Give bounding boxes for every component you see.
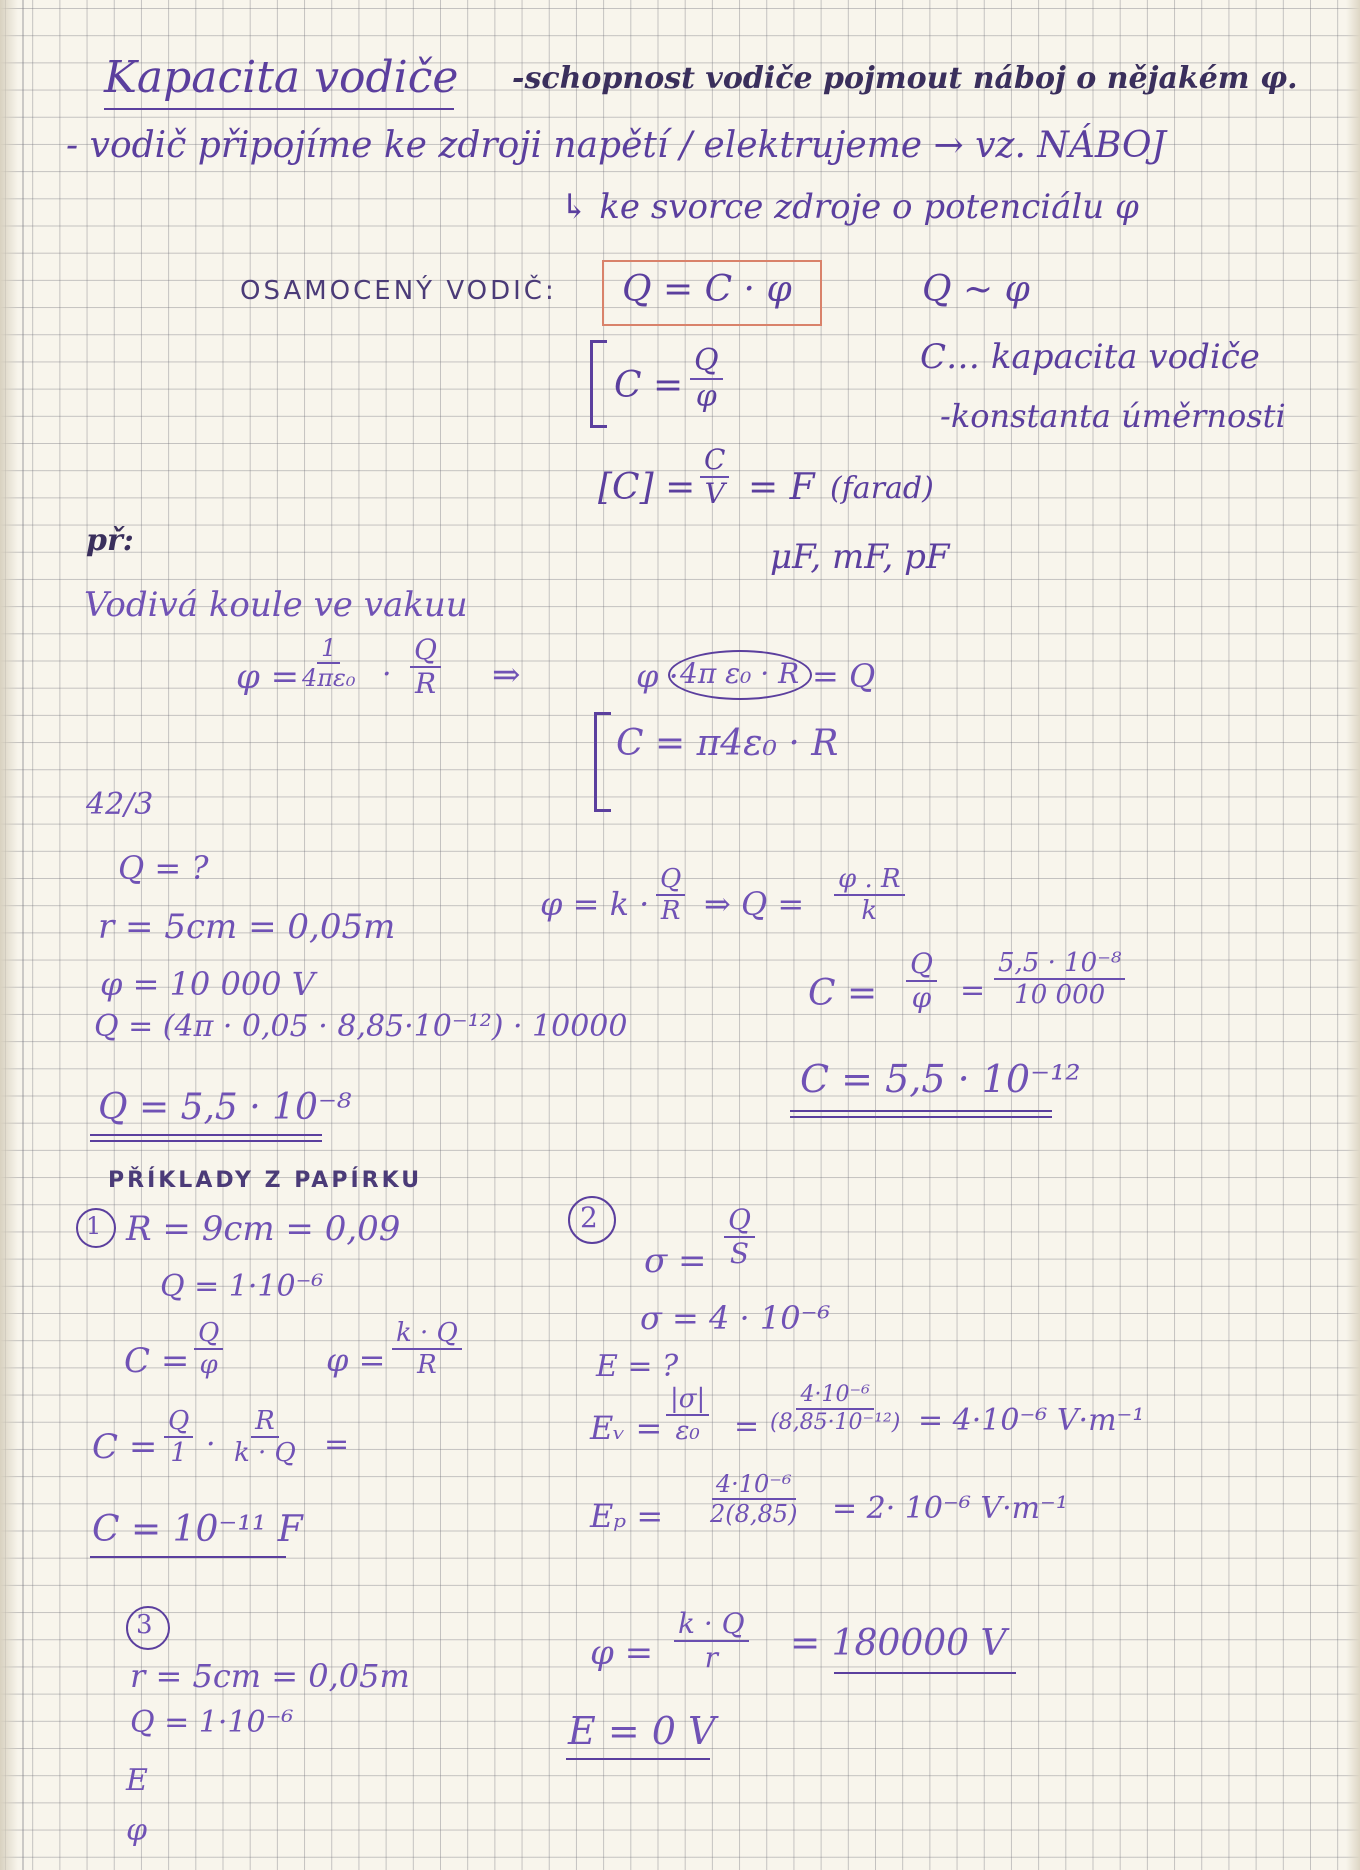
capacitance-answer-underline [790, 1110, 1052, 1112]
proportionality-constant-note: -konstanta úměrnosti [940, 397, 1286, 435]
paper-examples-label: PŘÍKLADY Z PAPÍRKU [108, 1168, 423, 1193]
fraction-denominator: V [704, 477, 725, 510]
example-2-ev-result: = 4·10⁻⁶ V·m⁻¹ [918, 1403, 1145, 1438]
example-3-e-underline [566, 1758, 710, 1760]
fraction-denominator: k [861, 896, 878, 926]
capacitance-answer: C = 5,5 · 10⁻¹² [800, 1057, 1081, 1101]
unit-farad: = F [748, 467, 815, 508]
unit-fraction [700, 443, 729, 510]
fraction-denominator: φ [695, 379, 717, 414]
formula-bracket [590, 340, 607, 428]
capacitance-calc-fraction [906, 947, 937, 1014]
fraction-numerator: R [251, 1408, 279, 1438]
fraction-denominator: R [660, 896, 681, 926]
fraction-denominator: 10 000 [1014, 980, 1106, 1010]
fraction-numerator: Q [164, 1408, 193, 1438]
fraction-denominator: φ [911, 981, 932, 1014]
fraction-numerator: C [700, 446, 729, 478]
fraction-denominator: φ [199, 1350, 218, 1380]
example-2-unknown: E = ? [596, 1349, 679, 1384]
fraction-numerator: Q [724, 1206, 755, 1238]
fraction-denominator: 4πε₀ [302, 664, 356, 692]
problem-answer: Q = 5,5 · 10⁻⁸ [98, 1087, 352, 1128]
sphere-eq-right: = Q [812, 657, 876, 695]
sphere-eq-circled: 4π ε₀ · R [680, 657, 800, 690]
answer-underline-2 [90, 1140, 322, 1142]
fraction-numerator: k · Q [674, 1610, 749, 1642]
fraction-denominator: R [417, 1350, 437, 1380]
page-edge-right [1346, 0, 1360, 1870]
fraction-numerator: φ . R [834, 866, 905, 896]
example-3-phi-lhs: φ = [590, 1633, 654, 1673]
fraction-numerator: Q [194, 1320, 223, 1350]
example-3-charge: Q = 1·10⁻⁶ [130, 1705, 294, 1740]
equals-sign: = [734, 1409, 760, 1444]
fraction-numerator: 1 [317, 636, 340, 664]
example-3-e-result: E = 0 V [568, 1709, 716, 1753]
fraction-denominator: r [704, 1641, 718, 1674]
answer-underline [90, 1134, 322, 1136]
fraction-denominator: 2(8,85) [710, 1500, 798, 1528]
example-3-phi-fraction [674, 1607, 749, 1674]
potential-fraction [656, 866, 685, 924]
example-2-ep-fraction [710, 1472, 797, 1526]
header-line-3: ↳ ke svorce zdroje o potenciálu φ [560, 187, 1139, 227]
capacitance-description: C… kapacita vodiče [920, 337, 1260, 377]
example-3-number: 3 [136, 1610, 153, 1640]
charge-radius-fraction [410, 633, 441, 700]
margin-line [22, 0, 24, 1870]
example-2-ep-result: = 2· 10⁻⁶ V·m⁻¹ [832, 1491, 1068, 1526]
example-1-c2-fraction-2 [234, 1408, 296, 1466]
capacitance-calc-lhs: C = [808, 973, 878, 1014]
example-3-phi-result: = 180000 V [790, 1623, 1007, 1664]
fraction-denominator: 1 [170, 1438, 187, 1468]
example-3-phi-underline [834, 1672, 1016, 1674]
capacitance-values-fraction [994, 950, 1125, 1008]
fraction-denominator: (8,85·10⁻¹²) [770, 1410, 901, 1435]
sphere-eq-left: φ · [636, 657, 679, 695]
potential-formula-lhs: φ = k · [540, 885, 650, 923]
example-3-phi: φ [126, 1813, 148, 1848]
example-2-sigma-value: σ = 4 · 10⁻⁶ [640, 1299, 831, 1337]
example-1-c-fraction [194, 1320, 223, 1378]
fraction-denominator: R [414, 667, 437, 700]
unit-lhs: [C] = [598, 467, 696, 508]
problem-potential: φ = 10 000 V [100, 965, 315, 1003]
fraction-numerator: 4·10⁻⁶ [796, 1384, 873, 1410]
unit-name: (farad) [830, 471, 934, 506]
fraction-denominator: k · Q [234, 1438, 296, 1468]
example-1-c-lhs: C = [124, 1341, 190, 1381]
fraction-numerator: Q [410, 636, 441, 668]
capacitance-fraction [690, 343, 723, 414]
fraction-numerator: Q [690, 346, 723, 380]
multiply-dot: · [382, 657, 392, 692]
boxed-formula: Q = C · φ [622, 269, 792, 310]
example-1-radius: R = 9cm = 0,09 [126, 1209, 401, 1249]
charge-formula-lhs: ⇒ Q = [704, 885, 805, 923]
example-2-number: 2 [580, 1201, 598, 1234]
example-2-ep-lhs: Eₚ = [590, 1497, 664, 1535]
fraction-numerator: |σ| [666, 1386, 709, 1416]
charge-fraction [834, 866, 905, 924]
sphere-capacitance-result: C = π4ε₀ · R [616, 723, 839, 764]
equals-sign: = [324, 1427, 350, 1462]
example-3-e: E [126, 1763, 148, 1798]
problem-radius: r = 5cm = 0,05m [98, 907, 396, 947]
page-title: Kapacita vodiče [104, 52, 459, 103]
capacitance-lhs: C = [614, 365, 684, 406]
potential-lhs: φ = [236, 657, 300, 697]
proportionality: Q ~ φ [922, 269, 1030, 310]
fraction-numerator: Q [656, 866, 685, 896]
example-1-c2-fraction-1 [164, 1408, 193, 1466]
example-label: př: [86, 523, 134, 558]
example-2-sigma-lhs: σ = [644, 1241, 707, 1281]
implies-arrow: ⇒ [492, 655, 521, 695]
fraction-numerator: k · Q [392, 1320, 462, 1350]
fraction-numerator: 4·10⁻⁶ [712, 1472, 796, 1500]
example-1-charge: Q = 1·10⁻⁶ [160, 1269, 324, 1304]
problem-number: 42/3 [86, 787, 154, 822]
example-1-answer: C = 10⁻¹¹ F [92, 1509, 303, 1550]
example-3-radius: r = 5cm = 0,05m [130, 1657, 410, 1695]
example-1-number: 1 [86, 1212, 102, 1240]
title-underline [104, 108, 454, 110]
isolated-conductor-label: OSAMOCENÝ VODIČ: [240, 276, 557, 306]
coulomb-fraction [302, 636, 356, 690]
problem-unknown: Q = ? [118, 849, 209, 887]
example-2-ev-fraction [666, 1386, 709, 1444]
fraction-numerator: 5,5 · 10⁻⁸ [994, 950, 1125, 980]
header-line-2: - vodič připojíme ke zdroji napětí / elektrujeme → vz. NÁBOJ [66, 125, 1166, 166]
example-1-c2-lhs: C = [92, 1427, 158, 1467]
unit-submultiples: μF, mF, pF [770, 537, 950, 577]
example-2-ev-lhs: Eᵥ = [590, 1409, 663, 1447]
fraction-denominator: S [729, 1237, 750, 1270]
fraction-denominator: ε₀ [675, 1416, 700, 1446]
example-1-phi-fraction [392, 1320, 462, 1378]
example-2-ev-values-fraction [770, 1384, 900, 1434]
result-bracket [594, 712, 611, 812]
problem-calculation: Q = (4π · 0,05 · 8,85·10⁻¹²) · 10000 [94, 1009, 628, 1044]
page-edge-left [0, 0, 18, 1870]
title-definition: -schopnost vodiče pojmout náboj o nějakém φ. [512, 61, 1298, 96]
fraction-numerator: Q [906, 950, 937, 982]
example-1-phi-lhs: φ = [326, 1341, 386, 1379]
example-2-sigma-fraction [724, 1203, 755, 1270]
multiply-dot: · [206, 1427, 216, 1462]
example-sphere-title: Vodivá koule ve vakuu [84, 585, 468, 625]
capacitance-answer-underline-2 [790, 1116, 1052, 1118]
example-1-answer-underline [90, 1556, 286, 1558]
equals-sign: = [960, 973, 986, 1008]
